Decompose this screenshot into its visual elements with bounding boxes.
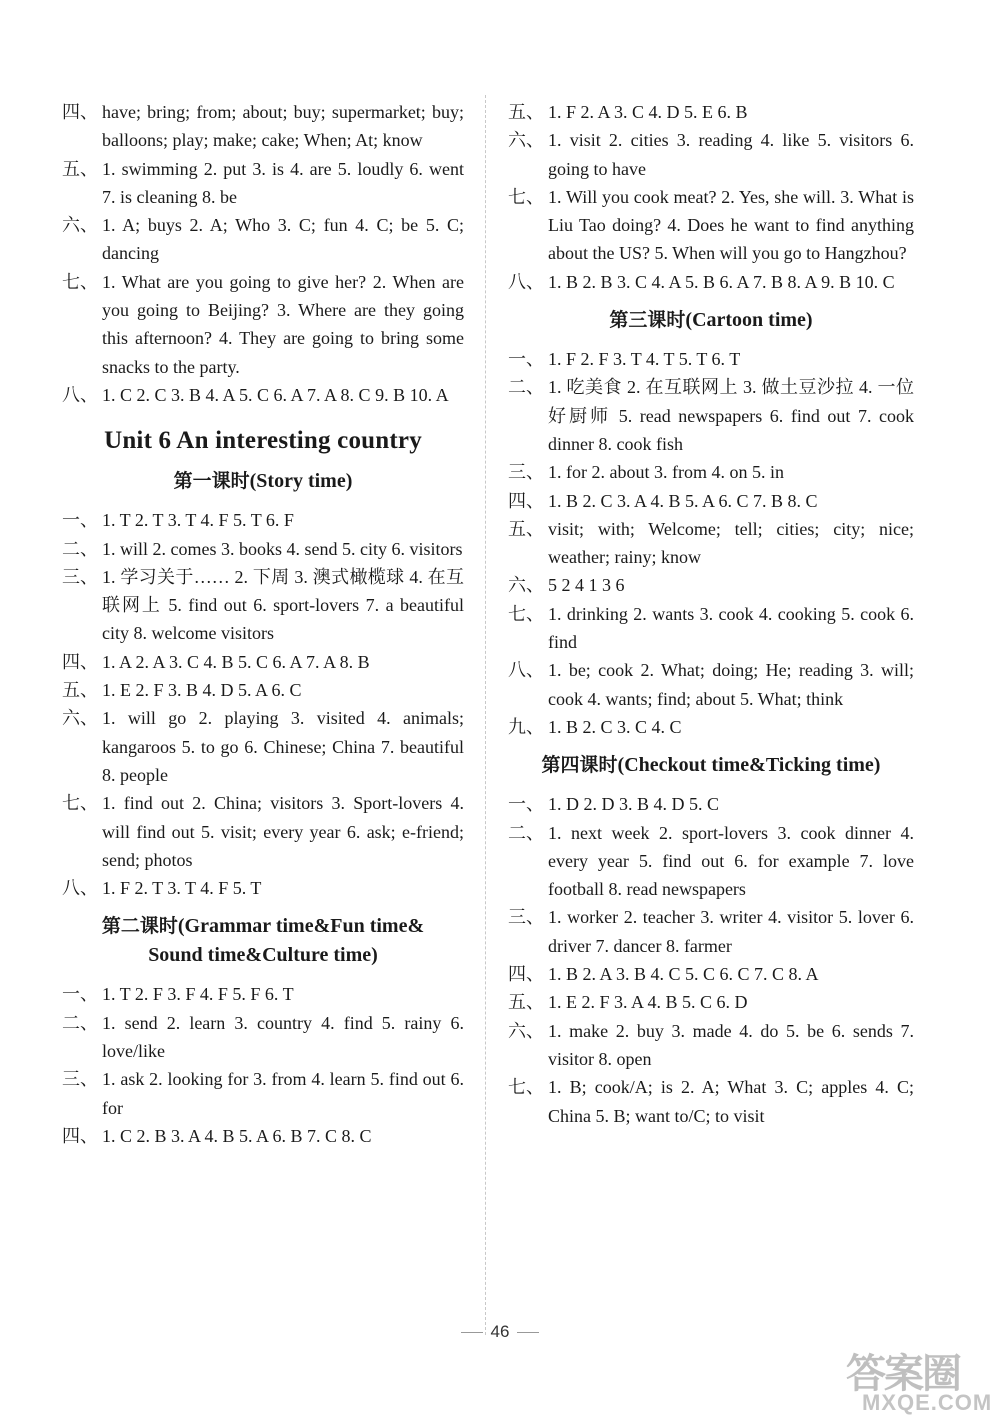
answer-item: 七、 1. find out 2. China; visitors 3. Sport-lovers 4. will find out 5. visit; every year 6. ask; e-friend; send; photos xyxy=(62,793,464,870)
column-divider xyxy=(485,95,486,1335)
answer-item: 六、 1. visit 2. cities 3. reading 4. like 5. visitors 6. going to have xyxy=(508,130,914,179)
answer-item: 七、 1. B; cook/A; is 2. A; What 3. C; apples 4. C; China 5. B; want to/C; to visit xyxy=(508,1077,914,1126)
answer-item: 二、 1. send 2. learn 3. country 4. find 5. rainy 6. love/like xyxy=(62,1012,464,1062)
lesson-4-items xyxy=(508,790,914,1130)
answer-item: 七、 1. Will you cook meat? 2. Yes, she will. 3. What is Liu Tao doing? 4. Does he want to find anything about the US? 5. When will you go to Hangzhou? xyxy=(508,186,914,264)
answer-item: 九、 1. B 2. C 3. C 4. C xyxy=(508,716,682,737)
answer-item: 八、 1. B 2. B 3. C 4. A 5. B 6. A 7. B 8. A 9. B 10. C xyxy=(508,271,895,292)
answer-item: 六、 5 2 4 1 3 6 xyxy=(508,575,625,596)
answer-item: 一、 1. T 2. F 3. F 4. F 5. F 6. T xyxy=(62,984,294,1005)
lesson-1-items xyxy=(62,506,464,902)
answer-item: 八、 1. F 2. T 3. T 4. F 5. T xyxy=(62,878,262,899)
answer-item: 七、 1. What are you going to give her? 2. When are you going to Beijing? 3. Where are they going this afternoon? 4. They are going to bring some snacks to the party. xyxy=(62,271,464,377)
answer-item: 一、 1. D 2. D 3. B 4. D 5. C xyxy=(508,794,720,815)
lesson-heading-4: 第四课时(Checkout time&Ticking time) xyxy=(541,754,881,777)
answer-item: 六、 1. will go 2. playing 3. visited 4. animals; kangaroos 5. to go 6. Chinese; China 7. beautiful 8. people xyxy=(62,708,464,785)
lesson-3-items xyxy=(508,345,914,741)
page-number-rule-right xyxy=(517,1332,539,1333)
answer-item: 七、 1. drinking 2. wants 3. cook 4. cooking 5. cook 6. find xyxy=(508,603,914,653)
answer-item: 二、 1. will 2. comes 3. books 4. send 5. city 6. visitors xyxy=(62,538,463,559)
page-number: 46 xyxy=(0,1322,1000,1342)
answer-item: 三、 1. for 2. about 3. from 4. on 5. in xyxy=(508,462,784,483)
watermark-glyphs: 答案圈 xyxy=(846,1351,960,1397)
answer-item: 五、 1. swimming 2. put 3. is 4. are 5. loudly 6. went 7. is cleaning 8. be xyxy=(62,158,464,207)
watermark-domain: MXQE.COM xyxy=(862,1390,993,1415)
right-pre-items xyxy=(508,98,914,296)
answer-item: 五、 1. F 2. A 3. C 4. D 5. E 6. B xyxy=(508,102,748,122)
answer-item: 四、 1. B 2. C 3. A 4. B 5. A 6. C 7. B 8. C xyxy=(508,490,818,511)
answer-item: 二、 1. next week 2. sport-lovers 3. cook dinner 4. every year 5. find out 6. for example 7. love football 8. read newspapers xyxy=(508,822,914,900)
answer-item: 一、 1. F 2. F 3. T 4. T 5. T 6. T xyxy=(508,349,741,370)
answer-item: 三、 1. ask 2. looking for 3. from 4. learn 5. find out 6. for xyxy=(62,1069,464,1118)
lesson-heading-2: 第二课时(Grammar time&Fun time& Sound time&Culture time) xyxy=(101,915,425,967)
page-number-rule-left xyxy=(461,1332,483,1333)
answer-item: 六、 1. A; buys 2. A; Who 3. C; fun 4. C; be 5. C; dancing xyxy=(62,215,464,264)
unit-title: Unit 6 An interesting country xyxy=(104,427,422,455)
answer-item: 三、 1. worker 2. teacher 3. writer 4. visitor 5. lover 6. driver 7. dancer 8. farmer xyxy=(508,907,914,956)
answer-item: 四、 have; bring; from; about; buy; supermarket; buy; balloons; play; make; cake; When; At; know xyxy=(62,102,464,151)
lesson-2-items xyxy=(62,980,464,1150)
answer-item: 五、 1. E 2. F 3. A 4. B 5. C 6. D xyxy=(508,992,748,1013)
answer-item: 二、 1. 吃美食 2. 在互联网上 3. 做土豆沙拉 4. 一位好厨师 5. read newspapers 6. find out 7. cook dinner 8. cook fish xyxy=(508,377,914,454)
lesson-heading-1: 第一课时(Story time) xyxy=(173,470,353,493)
answer-item: 六、 1. make 2. buy 3. made 4. do 5. be 6. sends 7. visitor 8. open xyxy=(508,1020,914,1069)
answer-item: 八、 1. be; cook 2. What; doing; He; reading 3. will; cook 4. wants; find; about 5. What; think xyxy=(508,660,914,709)
lesson-heading-3: 第三课时(Cartoon time) xyxy=(609,309,813,332)
answer-item: 五、 1. E 2. F 3. B 4. D 5. A 6. C xyxy=(62,680,302,701)
watermark-logo xyxy=(842,1340,992,1416)
answer-item: 四、 1. A 2. A 3. C 4. B 5. C 6. A 7. A 8. B xyxy=(62,651,370,672)
answer-item: 八、 1. C 2. C 3. B 4. A 5. C 6. A 7. A 8. C 9. B 10. A xyxy=(62,384,449,405)
answer-item: 四、 1. B 2. A 3. B 4. C 5. C 6. C 7. C 8. A xyxy=(508,964,819,985)
answer-item: 四、 1. C 2. B 3. A 4. B 5. A 6. B 7. C 8. C xyxy=(62,1125,372,1146)
left-pre-items xyxy=(62,98,464,409)
answer-item: 三、 1. 学习关于…… 2. 下周 3. 澳式橄榄球 4. 在互联网上 5. find out 6. sport-lovers 7. a beautiful city 8. welcome visitors xyxy=(62,566,464,644)
right-column xyxy=(508,98,914,1130)
answer-item: 五、 visit; with; Welcome; tell; cities; city; nice; weather; rainy; know xyxy=(508,518,914,568)
answer-item: 一、 1. T 2. T 3. T 4. F 5. T 6. F xyxy=(62,510,294,531)
left-column xyxy=(62,98,464,1150)
